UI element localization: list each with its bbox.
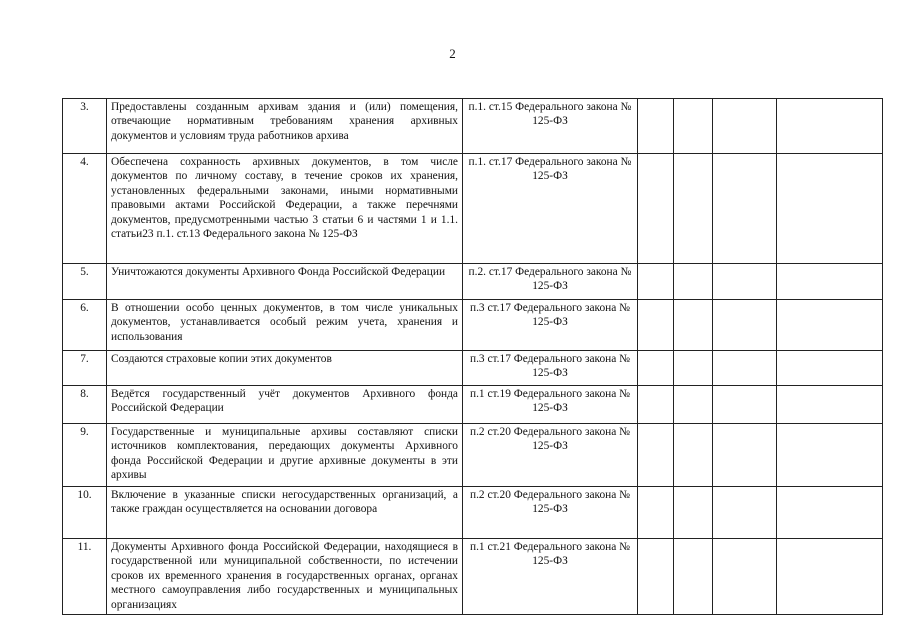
requirement-text: Предоставлены созданным архивам здания и (или) помещения, отвечающие нормативным требованиям хранения архивных документов и условиям труда работников архива — [107, 99, 463, 154]
legal-reference: п.3 ст.17 Федерального закона № 125-ФЗ — [463, 351, 638, 386]
empty-check-cell — [713, 99, 777, 154]
legal-reference: п.1 ст.21 Федерального закона № 125-ФЗ — [463, 539, 638, 615]
row-number: 6. — [63, 300, 107, 351]
empty-check-cell — [713, 487, 777, 539]
row-number: 7. — [63, 351, 107, 386]
empty-check-cell — [674, 386, 713, 424]
row-number: 10. — [63, 487, 107, 539]
table-row — [63, 351, 883, 386]
requirement-text: Уничтожаются документы Архивного Фонда Российской Федерации — [107, 264, 463, 300]
empty-check-cell — [638, 487, 674, 539]
empty-check-cell — [777, 99, 883, 154]
row-number: 9. — [63, 424, 107, 487]
row-number: 3. — [63, 99, 107, 154]
table-row — [63, 99, 883, 154]
empty-check-cell — [713, 424, 777, 487]
legal-reference: п.1 ст.19 Федерального закона № 125-ФЗ — [463, 386, 638, 424]
empty-check-cell — [777, 264, 883, 300]
empty-check-cell — [674, 154, 713, 264]
requirement-text: Ведётся государственный учёт документов Архивного фонда Российской Федерации — [107, 386, 463, 424]
legal-reference: п.2 ст.20 Федерального закона № 125-ФЗ — [463, 487, 638, 539]
row-number: 8. — [63, 386, 107, 424]
table-row — [63, 386, 883, 424]
empty-check-cell — [674, 264, 713, 300]
empty-check-cell — [777, 424, 883, 487]
empty-check-cell — [638, 154, 674, 264]
empty-check-cell — [674, 539, 713, 615]
empty-check-cell — [713, 386, 777, 424]
empty-check-cell — [674, 99, 713, 154]
empty-check-cell — [638, 264, 674, 300]
empty-check-cell — [638, 424, 674, 487]
empty-check-cell — [638, 300, 674, 351]
requirement-text: Создаются страховые копии этих документов — [107, 351, 463, 386]
page-number: 2 — [449, 46, 456, 61]
empty-check-cell — [674, 300, 713, 351]
empty-check-cell — [713, 264, 777, 300]
legal-reference: п.2 ст.20 Федерального закона № 125-ФЗ — [463, 424, 638, 487]
legal-reference: п.1. ст.15 Федерального закона № 125-ФЗ — [463, 99, 638, 154]
empty-check-cell — [777, 487, 883, 539]
table-row — [63, 154, 883, 264]
empty-check-cell — [638, 386, 674, 424]
table-row — [63, 424, 883, 487]
empty-check-cell — [674, 424, 713, 487]
requirement-text: Документы Архивного фонда Российской Федерации, находящиеся в государственной или муниципальной собственности, по истечении сроков их временного хранения в государственных органах, органах местного самоуправления либо государственных и муниципальных организациях — [107, 539, 463, 615]
requirement-text: В отношении особо ценных документов, в том числе уникальных документов, устанавливается особый режим учета, хранения и использования — [107, 300, 463, 351]
empty-check-cell — [674, 487, 713, 539]
requirement-text: Включение в указанные списки негосударственных организаций, а также граждан осуществляется на основании договора — [107, 487, 463, 539]
legal-reference: п.2. ст.17 Федерального закона № 125-ФЗ — [463, 264, 638, 300]
legal-reference: п.3 ст.17 Федерального закона № 125-ФЗ — [463, 300, 638, 351]
legal-reference: п.1. ст.17 Федерального закона № 125-ФЗ — [463, 154, 638, 264]
row-number: 11. — [63, 539, 107, 615]
empty-check-cell — [638, 99, 674, 154]
empty-check-cell — [777, 351, 883, 386]
requirement-text: Обеспечена сохранность архивных документов, в том числе документов по личному составу, в течение сроков их хранения, установленных федеральными законами, иными нормативными правовыми актами Российской Федерации, а также перечнями документов, предусмотренными частью 3 статьи 6 и частями 1 и 1.1. статьи23 п.1. ст.13 Федерального закона № 125-ФЗ — [107, 154, 463, 264]
table-row — [63, 539, 883, 615]
empty-check-cell — [777, 386, 883, 424]
requirement-text: Государственные и муниципальные архивы составляют списки источников комплектования, передающих документы Архивного фонда Российской Федерации и другие архивные документы в эти архивы — [107, 424, 463, 487]
empty-check-cell — [638, 351, 674, 386]
empty-check-cell — [777, 539, 883, 615]
row-number: 4. — [63, 154, 107, 264]
table-row — [63, 300, 883, 351]
empty-check-cell — [713, 539, 777, 615]
table-row — [63, 264, 883, 300]
requirements-table — [62, 98, 883, 615]
empty-check-cell — [713, 154, 777, 264]
empty-check-cell — [713, 300, 777, 351]
empty-check-cell — [674, 351, 713, 386]
empty-check-cell — [777, 154, 883, 264]
row-number: 5. — [63, 264, 107, 300]
table-row — [63, 487, 883, 539]
empty-check-cell — [777, 300, 883, 351]
empty-check-cell — [713, 351, 777, 386]
empty-check-cell — [638, 539, 674, 615]
